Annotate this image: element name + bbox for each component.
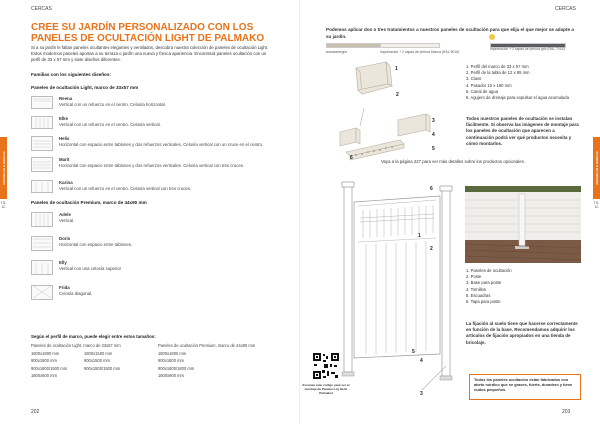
qr-caption: Escanee este código para ver el montaje de Paneles Lig Helis Palmakol [302, 383, 350, 395]
parts-item: 1. Perfil del marco de 33 x 57 mm [466, 64, 529, 69]
size-item: 1800x1800 mm [31, 351, 60, 356]
installation-photo [465, 186, 581, 263]
model-name: Elly [59, 260, 67, 265]
model-elke [31, 116, 281, 133]
qr-code-icon[interactable] [312, 352, 340, 380]
parts-item: 3. Clavo [466, 76, 482, 82]
callout-6: 6 [350, 155, 353, 161]
model-description: Horizontal con espacio entre tablones y dos refuerzos verticales. Celosía vertical con un cruce en el centro. [59, 142, 264, 147]
model-name: Marit [59, 157, 70, 162]
intro-paragraph: Si a su jardín le faltan paneles ocultantes elegantes y ventilados, descubra nuestra colección de paneles de ocultación Light. Estos modernos paneles aportan a su terraza o jardín una nueva y fresca apariencia. Encontrará paneles ocultación con un perfil de 33 x 57 mm y siete diseños diferentes. [31, 45, 269, 63]
legend-item: 1. Paneles de ocultación [466, 268, 512, 273]
fixing-note: La fijación al suelo tiene que hacerse correctamente en función de la base. Recomendamos adquirir los artículos de fijación apropiados en una tienda de bricolaje. [466, 321, 578, 345]
left-page-number: 202 [31, 409, 40, 415]
model-name: Elke [59, 116, 69, 121]
page-gutter [299, 0, 300, 424]
legend-item: 2. Poste [466, 274, 482, 280]
size-item: 900x1500 mm [84, 358, 110, 364]
swatch-label-white: imprimación + 2 capas de pintura blanca (RAL 9016) [380, 50, 460, 54]
see-page-note: Vaya a la página 227 para ver más detalles sobre los productos opcionales. [381, 159, 525, 164]
families-label: Familias con los siguientes diseños: [31, 72, 111, 77]
model-elly [31, 260, 281, 277]
page-title: CREE SU JARDÍN PERSONALIZADO CON LOS PANELES DE OCULTACIÓN LIGHT DE PALMAKO [31, 22, 265, 44]
size-item: 900x1500/1500 mm [84, 365, 121, 371]
model-description: Horizontal con espacio entre tablones. [59, 242, 133, 247]
fence-callout-3: 3 [420, 391, 423, 397]
sizes-premium-heading: Paneles de ocultación Premium, marco de 44x90 mm [158, 343, 256, 348]
model-doris [31, 236, 281, 253]
model-name: Karina [59, 180, 73, 185]
legend-item: 6. Tapa para poste [466, 299, 501, 305]
fence-callout-2: 2 [430, 246, 433, 252]
callout-5: 5 [432, 146, 435, 152]
parts-item: 4. Pasador 10 x 160 mm [466, 82, 512, 88]
model-reena [31, 96, 281, 113]
size-item: 1800x900 mm [158, 373, 184, 379]
model-helis [31, 136, 281, 153]
swatch-bar-autoclave [326, 43, 386, 48]
right-page-number: 203 [562, 409, 571, 415]
size-item: 900x1800 mm [31, 358, 57, 364]
wood-warning-box: Todos los paneles ocultación están fabricados con abeto nórdico que se graves, fuerte, duradero y tiene nudos pequeños. [469, 374, 581, 400]
model-description: Vertical con una celosía superior [59, 266, 122, 271]
swatch-label-grey: imprimación + 2 capas de pintura gris (RAL 7016) [490, 47, 565, 51]
callout-2: 2 [396, 92, 399, 98]
light-panels-heading: Paneles de ocultación Light, marco de 33x57 mm [31, 85, 139, 90]
legend-item: 3. Base para poste [466, 280, 502, 286]
parts-list [466, 64, 578, 101]
callout-3: 3 [432, 118, 435, 124]
sizes-light-heading: Paneles de ocultación Light, marco de 33x57 mm [31, 343, 121, 348]
fence-installation-diagram [330, 176, 464, 402]
sizes-column-2 [84, 350, 120, 372]
size-item: 900x1800/1800 mm [158, 365, 195, 371]
sizes-column-3 [158, 350, 194, 380]
swatch-bar-white [380, 43, 440, 48]
model-description: Vertical con un refuerzo en el centro. Celosía vertical. [59, 122, 161, 127]
model-karina [31, 180, 281, 197]
parts-item: 5. Canal de agua [466, 88, 498, 94]
size-item: 900x1800 mm [158, 358, 184, 364]
parts-item: 6. Agujero de drenaje para expulsar el agua acumulada [466, 95, 569, 101]
model-name: Helis [59, 136, 70, 141]
premium-panels-heading: Paneles de ocultación Premium, marco de 44x90 mm [31, 200, 147, 205]
left-page-header: CERCAS [31, 6, 52, 12]
component-legend [466, 268, 580, 305]
parts-item: 2. Perfil de la tabla de 12 x 95 mm [466, 70, 530, 76]
model-name: Doris [59, 236, 71, 241]
model-marit [31, 157, 281, 174]
legend-item: 5. Escuadras [466, 292, 491, 298]
smiley-icon [489, 34, 495, 40]
assembly-note: Todos nuestros paneles de ocultación se instalan fácilmente. Si observa las imágenes de montaje para los paneles de ocultación que aparecen a continuación podrá ver qué productos necesita y cómo montarlos. [466, 116, 579, 146]
model-description: Vertical. [59, 218, 75, 223]
model-name: Reena [59, 96, 73, 101]
callout-1: 1 [395, 66, 398, 72]
swatch-label-autoclave: autoclavergris [326, 50, 348, 54]
fence-callout-4: 4 [420, 358, 423, 364]
model-description: Horizontal con espacio entre tablones y dos refuerzos verticales. Celosía vertical con tres cruces. [59, 163, 245, 168]
sizes-column-1 [31, 350, 67, 380]
size-item: 1800x1800 mm [158, 351, 187, 356]
model-name: Frida [59, 285, 70, 290]
right-side-number: TG-1C [593, 201, 600, 209]
parts-diagram [326, 60, 452, 170]
left-side-number: TG-1C [0, 201, 7, 209]
legend-item: 4. Tornillos [466, 286, 486, 292]
left-side-tab: PERGOLAS E CERCAS [0, 137, 7, 199]
size-item: 1800x600 mm [31, 373, 57, 379]
model-frida [31, 285, 281, 302]
model-description: Celosía diagonal. [59, 291, 93, 296]
right-page-header: CERCAS [555, 6, 576, 12]
model-description: Vertical con un refuerzo en el centro. Celosía horizontal. [59, 102, 166, 107]
size-item: 1800x1500 mm [84, 351, 113, 356]
model-name: Adele [59, 212, 71, 217]
right-side-tab: PERGOLAS E CERCAS [593, 137, 600, 199]
callout-4: 4 [432, 132, 435, 138]
panel-thumbnails-art [31, 96, 53, 306]
size-item: 900x1800/1500 mm [31, 365, 68, 371]
fence-callout-6: 6 [430, 186, 433, 192]
treatments-intro: Podemos aplicar dos o tres tratamientos a nuestros paneles de ocultación para que elija el que mejor se adapte a su jardín. [326, 27, 574, 39]
sizes-label: Según el perfil de marco, puede elegir entre estos tamaños: [31, 334, 156, 339]
model-adele [31, 212, 281, 229]
fence-callout-5: 5 [412, 349, 415, 355]
fence-callout-1: 1 [418, 233, 421, 239]
model-description: Vertical con un refuerzo en el centro. Celosía vertical con tres cruces. [59, 186, 192, 191]
